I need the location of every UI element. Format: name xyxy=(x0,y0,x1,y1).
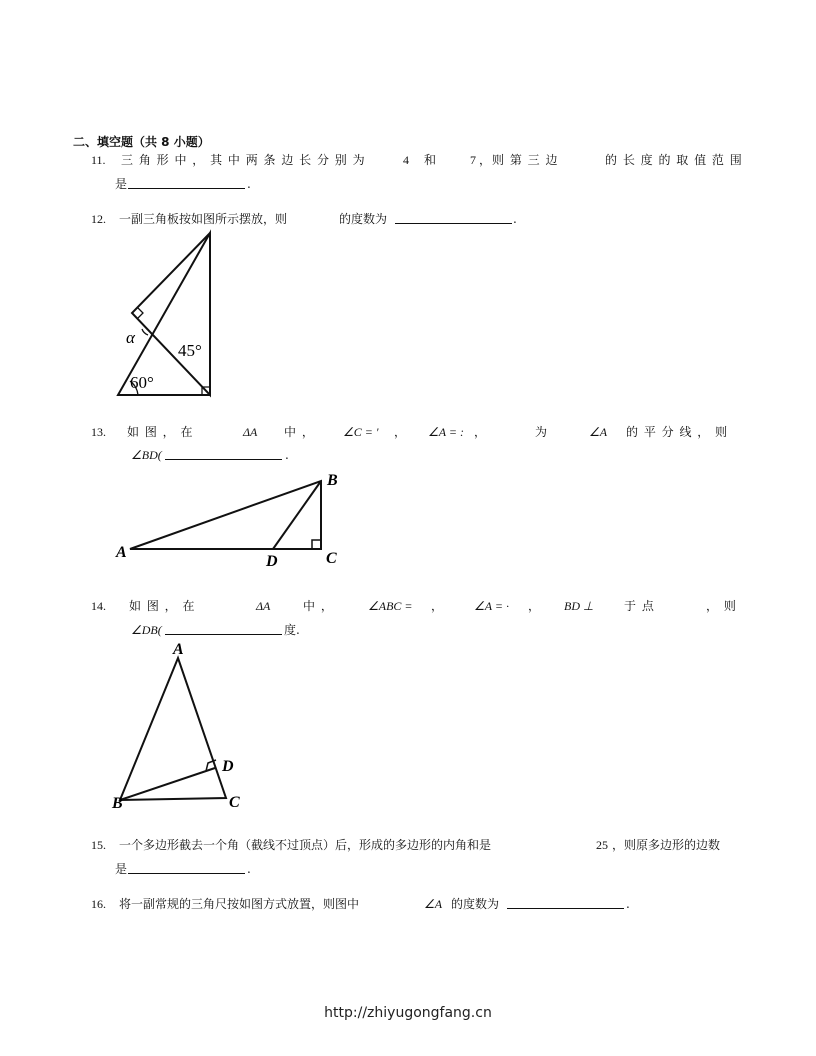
q14-text-3: 于 点 xyxy=(624,599,655,613)
q14-perpendicular-bd xyxy=(120,768,215,800)
q16-number: 16. xyxy=(91,897,106,911)
q14-figure xyxy=(108,638,248,813)
q12-suffix: . xyxy=(513,212,517,226)
q12-label-60: 60° xyxy=(130,373,154,392)
q16-angle-a: ∠A xyxy=(424,897,443,911)
q13-text-3: 为 xyxy=(535,425,548,439)
q13-triangle xyxy=(130,481,321,549)
q11-value-2: 7 xyxy=(470,153,476,167)
q14-angle-a: ∠A = · xyxy=(474,599,509,613)
q13-label-b: B xyxy=(327,472,338,489)
q11-text-2: 和 xyxy=(424,153,437,167)
q11-text-3: ，则 第 三 边 xyxy=(479,153,559,167)
q15-value: 25 xyxy=(596,838,608,852)
q14-suffix: 度. xyxy=(284,623,300,637)
q13-suffix: . xyxy=(285,448,289,462)
q13-comma-1: ， xyxy=(394,425,407,439)
q15-suffix: . xyxy=(247,862,251,876)
q14-label-d: D xyxy=(222,758,234,775)
q13-answer-blank[interactable] xyxy=(165,447,282,460)
q13-right-angle-mark xyxy=(312,540,321,549)
q14-comma-2: ， xyxy=(528,599,541,613)
q14-label-b: B xyxy=(112,795,123,812)
q11-line2-prefix: 是 xyxy=(115,177,128,191)
q16-suffix: . xyxy=(626,897,630,911)
q14-text-2: 中 ， xyxy=(303,599,334,613)
q15-text-1: 一个多边形截去一个角（截线不过顶点）后，形成的多边形的内角和是 xyxy=(119,838,492,852)
q16-text-2: 的度数为 xyxy=(451,897,500,911)
q14-answer-blank[interactable] xyxy=(165,622,282,635)
q12-figure xyxy=(110,225,230,405)
q13-angle-a-2: ∠A xyxy=(589,425,608,439)
q13-angle-a: ∠A = : xyxy=(428,425,464,439)
q14-angle-abc: ∠ABC = xyxy=(368,599,413,613)
q13-bisector-bd xyxy=(273,481,321,549)
q12-label-alpha: α xyxy=(126,328,135,347)
q12-text-1: 一副三角板按如图所示摆放，则 xyxy=(119,212,288,226)
q12-right-angle-mark-1 xyxy=(137,307,143,319)
q16-text-1: 将一副常规的三角尺按如图方式放置，则图中 xyxy=(119,897,360,911)
section-title: 二、填空题（共 8 小题） xyxy=(73,135,210,149)
q12-label-45: 45° xyxy=(178,341,202,360)
q15-number: 15. xyxy=(91,838,106,852)
q11-number: 11. xyxy=(91,153,106,167)
q11-text-1: 三 角 形 中 ， 其 中 两 条 边 长 分 别 为 xyxy=(121,153,366,167)
q11-suffix: . xyxy=(247,177,251,191)
q16-answer-blank[interactable] xyxy=(507,896,624,909)
q15-line2-prefix: 是 xyxy=(115,862,128,876)
q13-text-4: 的 平 分 线 ， 则 xyxy=(626,425,729,439)
footer-url[interactable]: http://zhiyugongfang.cn xyxy=(324,1005,492,1021)
q14-number: 14. xyxy=(91,599,106,613)
q14-triangle xyxy=(120,658,226,800)
q14-line2-prefix: ∠DB( xyxy=(131,623,162,637)
q11-answer-blank[interactable] xyxy=(128,176,245,189)
q12-number: 12. xyxy=(91,212,106,226)
q12-answer-blank[interactable] xyxy=(395,211,512,224)
q11-text-4: 的 长 度 的 取 值 范 围 xyxy=(605,153,743,167)
q13-line2-prefix: ∠BD( xyxy=(131,448,162,462)
q13-comma-2: ， xyxy=(474,425,487,439)
q14-triangle: ΔA xyxy=(256,599,271,613)
q11-value-1: 4 xyxy=(403,153,409,167)
q14-comma-1: ， xyxy=(431,599,444,613)
q13-label-a: A xyxy=(116,544,127,561)
q13-label-c: C xyxy=(326,550,337,567)
q14-label-a: A xyxy=(173,641,184,658)
q13-label-d: D xyxy=(266,553,278,570)
q13-angle-c: ∠C = ' xyxy=(343,425,379,439)
q13-number: 13. xyxy=(91,425,106,439)
q15-answer-blank[interactable] xyxy=(128,861,245,874)
q14-label-c: C xyxy=(229,794,240,811)
q13-triangle: ΔA xyxy=(243,425,258,439)
q14-bd-perp: BD ⊥ xyxy=(564,599,594,613)
q12-triangle-45 xyxy=(132,233,210,395)
q13-figure xyxy=(110,465,350,575)
q14-text-4: ， 则 xyxy=(706,599,737,613)
q12-text-2: 的度数为 xyxy=(339,212,388,226)
q14-text-1: 如 图 ， 在 xyxy=(129,599,196,613)
q13-text-2: 中 ， xyxy=(284,425,315,439)
q13-text-1: 如 图 ， 在 xyxy=(127,425,194,439)
q15-text-2: ，则原多边形的边数 xyxy=(612,838,721,852)
